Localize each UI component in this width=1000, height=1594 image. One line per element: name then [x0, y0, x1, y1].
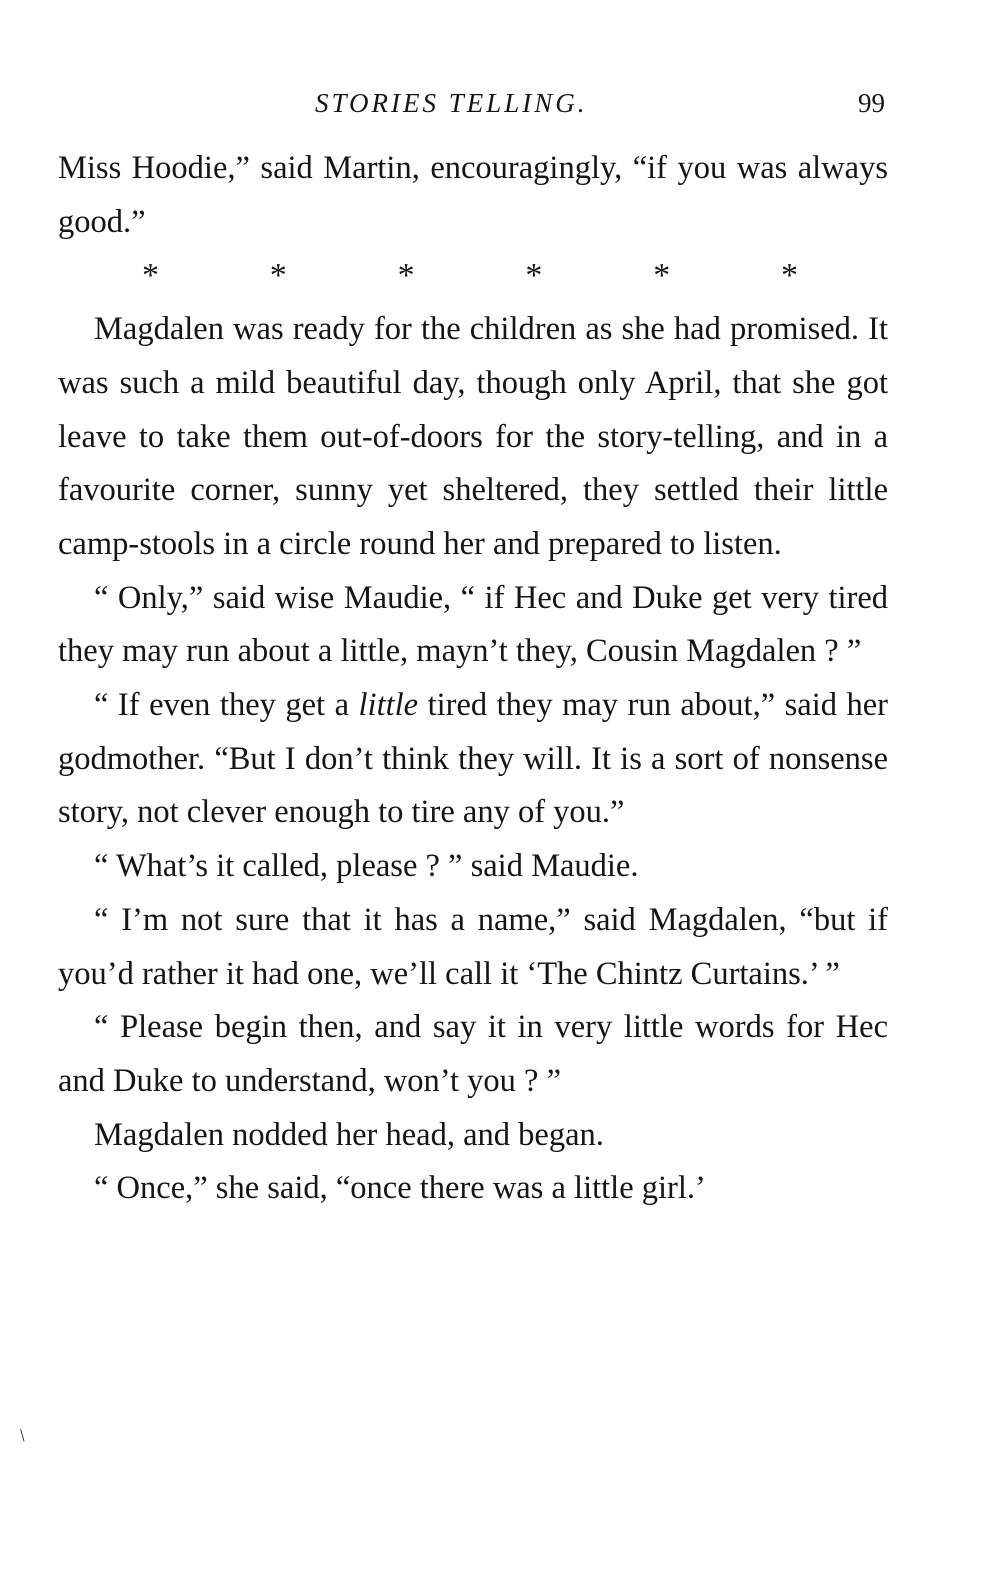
- paragraph: “ What’s it called, please ? ” said Maudie.: [94, 848, 639, 885]
- asterisk: *: [142, 257, 159, 295]
- paragraph: [58, 679, 888, 840]
- text-run: tired they may run about,” said her godmother. “But I don’t think they will. It is a sort of nonsense story, not clever enough to tire any of you.”: [58, 687, 888, 831]
- stray-ink-mark: /: [14, 1425, 31, 1445]
- running-head: [0, 82, 1000, 122]
- paragraph: Miss Hoodie,” said Martin, encouragingly, “if you was always good.”: [58, 150, 888, 240]
- italic-word: little: [358, 687, 419, 724]
- paragraph: “ I’m not sure that it has a name,” said Magdalen, “but if you’d rather it had one, we’ll call it ‘The Chintz Curtains.’ ”: [58, 901, 888, 992]
- paragraph: “ Once,” she said, “once there was a little girl.’: [94, 1170, 706, 1207]
- section-break: [58, 249, 888, 303]
- asterisk: *: [397, 257, 415, 295]
- asterisk: *: [525, 257, 543, 295]
- paragraph: Magdalen was ready for the children as she had promised. It was such a mild beautiful day, though only April, that she got leave to take them out-of-doors for the story-telling, and in a favourite corner, sunny yet sheltered, they settled their little camp-stools in a circle round her and prepared to listen.: [58, 311, 888, 562]
- asterisk: *: [780, 257, 798, 295]
- running-title: STORIES TELLING.: [315, 88, 588, 118]
- asterisk: *: [269, 257, 287, 295]
- paragraph: Magdalen nodded her head, and began.: [94, 1116, 604, 1153]
- asterisk: *: [653, 257, 671, 295]
- text-run: “ If even they get a: [94, 687, 359, 724]
- page-number: 99: [858, 88, 885, 118]
- text-block: [58, 142, 888, 1216]
- paragraph: “ Please begin then, and say it in very little words for Hec and Duke to understand, won’t you ? ”: [58, 1009, 888, 1099]
- paragraph: “ Only,” said wise Maudie, “ if Hec and Duke get very tired they may run about a little, mayn’t they, Cousin Magdalen ? ”: [58, 579, 888, 670]
